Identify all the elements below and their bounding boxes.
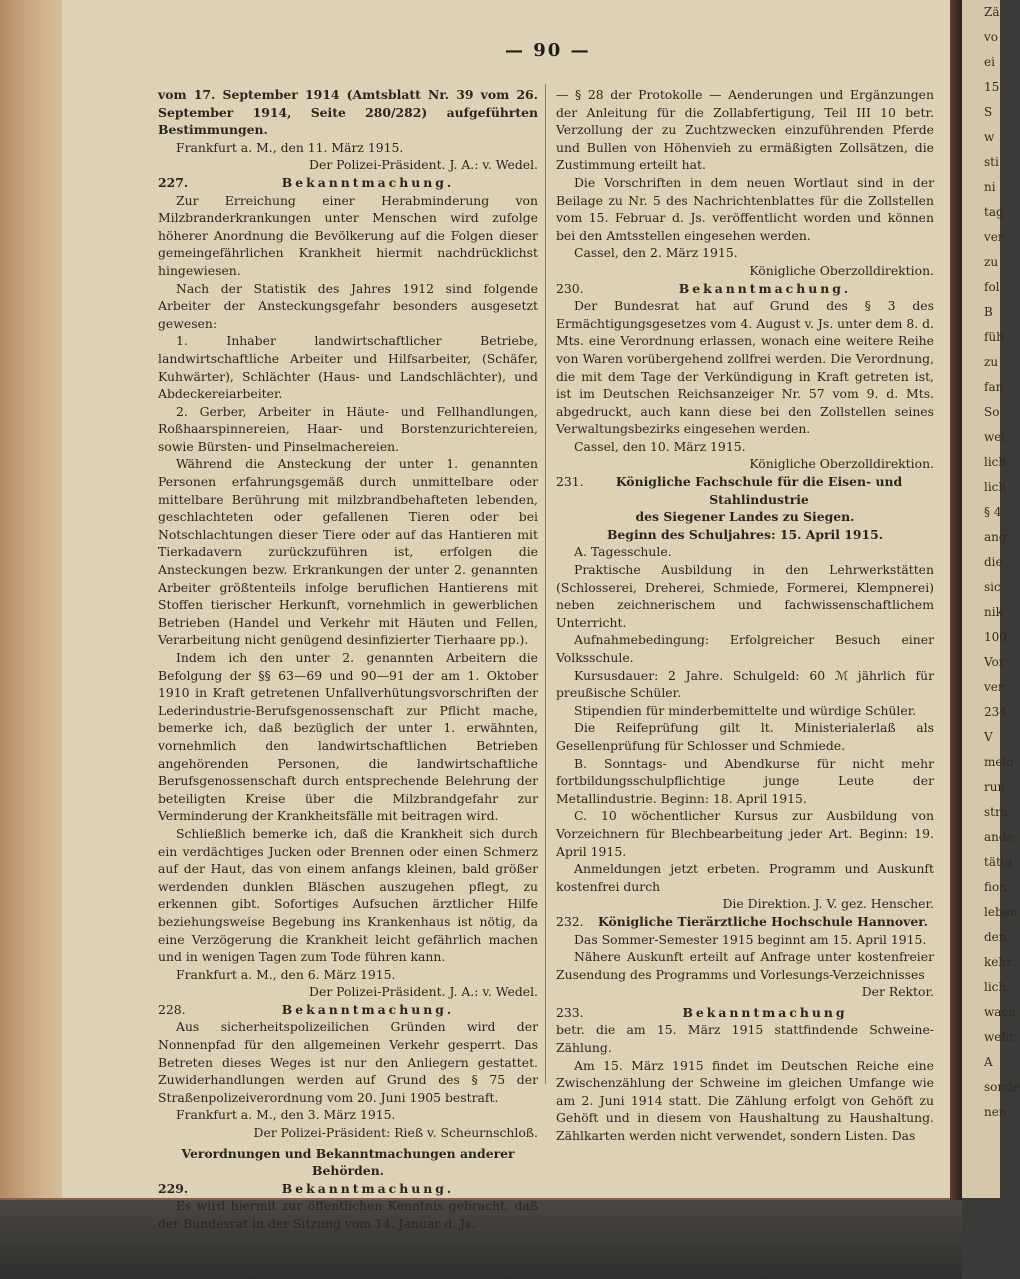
- notice-title: Bekanntmachung.: [281, 1180, 455, 1196]
- notice-subject: betr. die am 15. März 1915 stattfindende Schweine-Zählung.: [556, 1022, 934, 1056]
- paragraph: Die Reifeprüfung gilt lt. Ministerialerlaß als Gesellenprüfung für Schlosser und Schmiede.: [556, 720, 934, 753]
- right-column: [556, 86, 934, 1145]
- next-page-fragment: run: [984, 780, 1006, 794]
- paragraph: C. 10 wöchentlicher Kursus zur Ausbildung von Vorzeichnern für Blechbearbeitung jeder Art. Beginn: 19. April 1915.: [556, 808, 934, 859]
- notice-number: 231.: [556, 474, 584, 490]
- paragraph: Kursusdauer: 2 Jahre. Schulgeld: 60 ℳ jährlich für preußische Schüler.: [556, 667, 934, 701]
- next-page-fragment: den: [984, 930, 1007, 944]
- intro-signature: Der Polizei-Präsident. J. A.: v. Wedel.: [309, 157, 538, 173]
- paragraph: Nähere Auskunft erteilt auf Anfrage unter kostenfreier Zusendung des Programms und Vorlesungs-Verzeichnisses: [556, 949, 934, 982]
- next-page-fragment: A: [984, 1055, 993, 1069]
- next-page-fragment: fion: [984, 880, 1007, 894]
- book-spine: [950, 0, 962, 1279]
- paragraph: — § 28 der Protokolle — Aenderungen und Ergänzungen der Anleitung für die Zollabfertigung, Teil III 10 betr. Verzollung der zu Zuchtzwecken einzuführenden Pferde und Bullen von Höhenvieh zu ermäßigten Zollsätzen, die Zustimmung erteilt hat.: [556, 87, 934, 173]
- paragraph: B. Sonntags- und Abendkurse für nicht mehr fortbildungsschulpflichtige junge Leute der Metallindustrie. Beginn: 18. April 1915.: [556, 755, 934, 806]
- paragraph: Der Bundesrat hat auf Grund des § 3 des Ermächtigungsgesetzes vom 4. August v. Js. unter dem 8. d. Mts. eine Verordnung erlassen, wonach eine weitere Reihe von Waren vorübergehend zollfrei werden. Die Verordnung, die mit dem Tage der Verkündigung in Kraft getreten ist, ist im Deutschen Reichsanzeiger Nr. 57 vom 9. d. Mts. abgedruckt, auch kann diese bei den Zollstellen seines Verwaltungsbezirks eingesehen werden.: [556, 298, 934, 437]
- next-page-fragment: ang: [984, 530, 1007, 544]
- notice-title: Bekanntmachung: [682, 1004, 848, 1020]
- paragraph: Aufnahmebedingung: Erfolgreicher Besuch einer Volksschule.: [556, 632, 934, 665]
- paragraph: Es wird hiermit zur öffentlichen Kenntnis gebracht, daß der Bundesrat in der Sitzung vom 14. Januar d. Js.: [158, 1198, 538, 1231]
- next-page-fragment: So: [984, 405, 1000, 419]
- next-page-fragment: melo: [984, 755, 1014, 769]
- notice-number: 230.: [556, 280, 584, 296]
- notice-title: Bekanntmachung.: [678, 280, 852, 296]
- signature: Königliche Oberzolldirektion.: [749, 262, 934, 278]
- next-page-fragment: die: [984, 555, 1003, 569]
- paragraph: A. Tagesschule.: [574, 544, 672, 560]
- paragraph: Nach der Statistik des Jahres 1912 sind folgende Arbeiter der Ansteckungsgefahr besonders ausgesetzt gewesen:: [158, 280, 538, 331]
- place-date: Cassel, den 10. März 1915.: [574, 438, 746, 454]
- place-date: Frankfurt a. M., den 6. März 1915.: [176, 966, 396, 982]
- notice-232-header: [556, 913, 934, 931]
- paragraph: Praktische Ausbildung in den Lehrwerkstätten (Schlosserei, Dreherei, Schmiede, Formerei, Klempnerei) neben zeichnerischem und fachwissenschaftlichem Unterricht.: [556, 562, 934, 630]
- next-page-fragment: Zä: [984, 5, 1000, 19]
- book-page-edge: [0, 0, 62, 1198]
- next-page-fragment: ver: [984, 230, 1004, 244]
- next-page-fragment: zu: [984, 255, 999, 269]
- notice-number: 232.: [556, 913, 584, 929]
- adjacent-page-fragment: [962, 0, 1020, 1198]
- next-page-fragment: lich: [984, 455, 1007, 469]
- next-page-fragment: füh: [984, 330, 1004, 344]
- signature: Der Polizei-Präsident: Rieß v. Scheurnschloß.: [253, 1125, 538, 1141]
- paragraph: Während die Ansteckung der unter 1. genannten Personen erfahrungsgemäß durch unmittelbare oder mittelbare Berührung mit milzbrandbehafteten lebenden, geschlachteten oder gefallenen Tieren oder bei Notschlachtungen dieser Tiere oder auf das Hantieren mit Tierkadavern zurückzuführen ist, erfolgen die Ansteckungen bezw. Erkrankungen der unter 2. genannten Arbeiter größtenteils infolge beruflichen Hantierens mit Stoffen tierischer Herkunft, vornehmlich in gewerblichen Betrieben (Handel und Verkehr mit Häuten und Fellen, Verarbeitung nicht genügend desinfizierter Tierhaare pp.).: [158, 456, 538, 648]
- left-column: [158, 86, 538, 1233]
- next-page-fragment: lich: [984, 480, 1007, 494]
- notice-number: 229.: [158, 1180, 189, 1196]
- next-page-fragment: sti: [984, 155, 999, 169]
- notice-228-header: [158, 1001, 538, 1019]
- next-page-fragment: tätig: [984, 855, 1013, 869]
- intro-place-date: Frankfurt a. M., den 11. März 1915.: [176, 139, 404, 155]
- paragraph: Das Sommer-Semester 1915 beginnt am 15. April 1915.: [574, 931, 927, 947]
- next-page-fragment: V: [984, 730, 993, 744]
- paragraph: Am 15. März 1915 findet im Deutschen Reiche eine Zwischenzählung der Schweine im gleichen Umfange wie am 2. Juni 1914 statt. Die Zählung erfolgt von Gehöft zu Gehöft und in diesem von Haushaltung zu Haushaltung. Zählkarten werden nicht verwendet, sondern Listen. Das: [556, 1057, 934, 1144]
- next-page-fragment: 15: [984, 80, 1000, 94]
- school-title: Königliche Fachschule für die Eisen- und Stahlindustrie: [615, 474, 903, 507]
- signature: Der Polizei-Präsident. J. A.: v. Wedel.: [309, 984, 538, 1000]
- school-term-start: Beginn des Schuljahres: 15. April 1915.: [606, 526, 884, 542]
- paragraph: Indem ich den unter 2. genannten Arbeitern die Befolgung der §§ 63—69 und 90—91 der am 1. Oktober 1910 in Kraft getretenen Unfallverhütungsvorschriften der Lederindustrie-Berufsgenossenschaft zur Pflicht mache, bemerke ich, daß bezüglich der unter 1. erwähnten, vornehmlich den landwirtschaftlichen Betrieben angehörenden Personen, die landwirtschaftliche Berufsgenossenschaft durch entsprechende Belehrung der beteiligten Kreise über die Milzbrandgefahr zur Verminderung der Krankheitsfälle mit beitragen wird.: [158, 650, 538, 824]
- next-page-fragment: 234.: [984, 705, 1011, 719]
- next-page-fragment: zu: [984, 355, 999, 369]
- next-page-fragment: sonde: [984, 1080, 1020, 1094]
- next-page-fragment: vo: [984, 30, 999, 44]
- next-page-fragment: 100: [984, 630, 1007, 644]
- paragraph: 1. Inhaber landwirtschaftlicher Betriebe, landwirtschaftliche Arbeiter und Hilfsarbeiter, (Schäfer, Kuhwärter), Schlächter (Haus- und Landschlächter), und Abdeckereiarbeiter.: [158, 333, 538, 402]
- next-page-fragment: tag: [984, 205, 1004, 219]
- notice-233-header: [556, 1004, 934, 1022]
- paragraph: 2. Gerber, Arbeiter in Häute- und Fellhandlungen, Roßhaarspinnereien, Haar- und Borstenzurichtereien, sowie Bürsten- und Pinselmachereien.: [158, 403, 538, 454]
- paragraph: Schließlich bemerke ich, daß die Krankheit sich durch ein verdächtiges Jucken oder Brennen oder einen Schmerz auf der Haut, das von einem anfangs kleinen, bald größer werdenden dunklen Bläschen auszugehen pflegt, zu erkennen gibt. Sofortiges Aufsuchen ärztlicher Hilfe beziehungsweise Begebung ins Krankenhaus ist nötig, da eine Verzögerung die Krankheit leicht gefährlich machen und in wenigen Tagen zum Tode führen kann.: [158, 825, 538, 965]
- signature: Der Rektor.: [861, 984, 934, 1000]
- next-page-fragment: S: [984, 105, 993, 119]
- next-page-fragment: lich,: [984, 980, 1010, 994]
- notice-number: 228.: [158, 1001, 186, 1017]
- next-page-fragment: wei: [984, 430, 1006, 444]
- school-title: Königliche Tierärztliche Hochschule Hannover.: [598, 913, 928, 929]
- next-page-fragment: wehr: [984, 1030, 1015, 1044]
- notice-number: 227.: [158, 174, 189, 190]
- next-page-fragment: stra: [984, 805, 1008, 819]
- next-page-fragment: § 4: [984, 505, 1002, 519]
- next-page-fragment: wach: [984, 1005, 1016, 1019]
- page-number: — 90 —: [505, 40, 591, 61]
- next-page-fragment: fan: [984, 380, 1004, 394]
- notice-title: Bekanntmachung.: [281, 174, 455, 190]
- signature: Die Direktion. J. V. gez. Henscher.: [722, 896, 934, 912]
- next-page-fragment: nen,: [984, 1105, 1011, 1119]
- place-date: Cassel, den 2. März 1915.: [574, 245, 738, 261]
- notice-230-header: [556, 280, 934, 298]
- notice-229-header: [158, 1180, 538, 1198]
- signature: Königliche Oberzolldirektion.: [749, 456, 934, 472]
- school-subtitle: des Siegener Landes zu Siegen.: [635, 509, 855, 525]
- column-divider: [545, 84, 546, 1084]
- next-page-fragment: kehr: [984, 955, 1012, 969]
- next-page-fragment: Vor: [984, 655, 1005, 669]
- notice-number: 233.: [556, 1004, 584, 1020]
- intro-text: vom 17. September 1914 (Amtsblatt Nr. 39 vom 26. September 1914, Seite 280/282) aufgeführten Bestimmungen.: [158, 87, 538, 138]
- notice-231-header: [556, 473, 934, 508]
- next-page-fragment: leben: [984, 905, 1018, 919]
- paragraph: Die Vorschriften in dem neuen Wortlaut sind in der Beilage zu Nr. 5 des Nachrichtenblattes für die Zollstellen vom 15. Februar d. Js. veröffentlicht worden und können bei den Amtsstellen eingesehen werden.: [556, 174, 934, 243]
- paragraph: Stipendien für minderbemittelte und würdige Schüler.: [574, 702, 917, 718]
- notice-title: Bekanntmachung.: [281, 1001, 455, 1017]
- next-page-fragment: sic: [984, 580, 1001, 594]
- next-page-fragment: fol: [984, 280, 1000, 294]
- next-page-fragment: B: [984, 305, 993, 319]
- paragraph: Aus sicherheitspolizeilichen Gründen wird der Nonnenpfad für den allgemeinen Verkehr gesperrt. Das Betreten dieses Weges ist nur den Anliegern gestattet. Zuwiderhandlungen werden auf Grund des § 75 der Straßenpolizeiverordnung vom 20. Juni 1905 bestraft.: [158, 1019, 538, 1105]
- next-page-fragment: ei: [984, 55, 995, 69]
- next-page-fragment: ni: [984, 180, 996, 194]
- notice-227-header: [158, 174, 538, 192]
- place-date: Frankfurt a. M., den 3. März 1915.: [176, 1107, 396, 1123]
- next-page-fragment: ver: [984, 680, 1004, 694]
- next-page-fragment: w: [984, 130, 995, 144]
- section-heading: Verordnungen und Bekanntmachungen anderer Behörden.: [181, 1145, 515, 1179]
- next-page-fragment: nik: [984, 605, 1003, 619]
- paragraph: Anmeldungen jetzt erbeten. Programm und Auskunft kostenfrei durch: [556, 861, 934, 894]
- paragraph: Zur Erreichung einer Herabminderung von Milzbranderkrankungen unter Menschen wird zufolge höherer Anordnung die Bevölkerung auf die Folgen dieser gemeingefährlichen Krankheit hiermit nachdrücklichst hingewiesen.: [158, 192, 538, 278]
- next-page-fragment: ande: [984, 830, 1014, 844]
